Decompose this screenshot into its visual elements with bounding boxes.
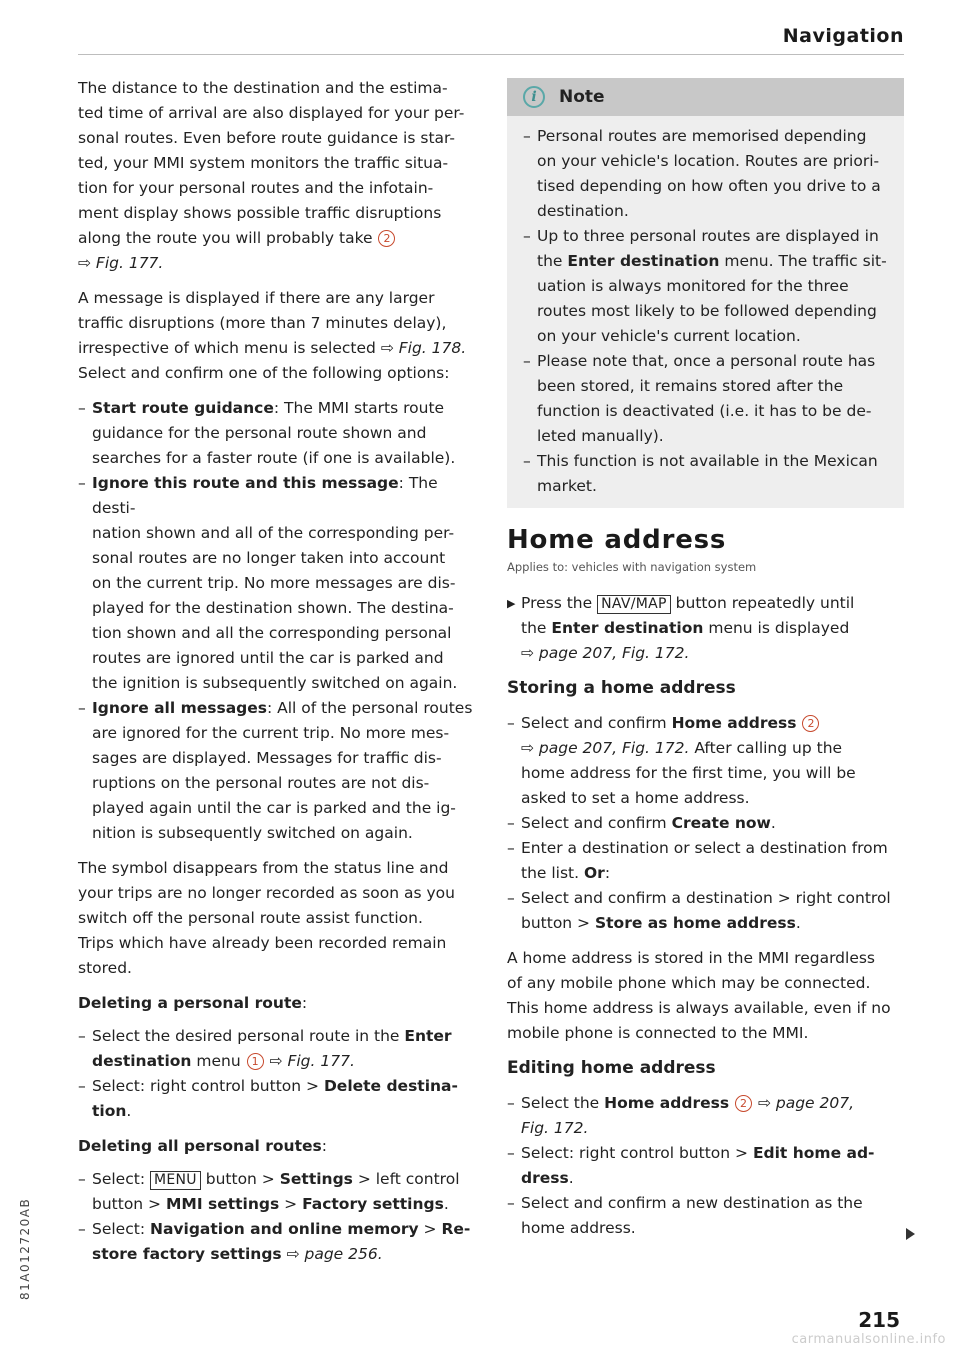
note-body <box>507 116 904 508</box>
list-item: – Select: MENU button > Settings > left control button > MMI settings > Factory settings. <box>78 1167 473 1217</box>
callout-number: 2 <box>735 1095 752 1112</box>
list-item: – Select the Home address 2 ⇨ page 207, Fig. 172. <box>507 1091 904 1141</box>
right-column <box>507 76 904 1251</box>
delete-all-steps <box>78 1167 473 1267</box>
storing-steps <box>507 711 904 936</box>
list-item: – This function is not available in the Mexican market. <box>523 449 888 499</box>
watermark: carmanualsonline.info <box>791 1332 946 1347</box>
list-item: – Select and confirm a destination > right control button > Store as home address. <box>507 886 904 936</box>
page-reference: ⇨ page 207, Fig. 172. <box>521 644 690 662</box>
list-item: – Ignore this route and this message: The desti- nation shown and all of the corresponding per- sonal routes are no longer taken into account on the current trip. No more messages are dis- played for the destination shown. The destina- tion shown and all the corresponding personal routes are ignored until the car is parked and the ignition is subsequently switched on again. <box>78 471 473 696</box>
list-item: – Personal routes are memorised depending on your vehicle's location. Routes are priori- tised depending on how often you drive to a destination. <box>523 124 888 224</box>
document-code: 81A012720AB <box>18 1197 32 1300</box>
paragraph-symbol: The symbol disappears from the status line and your trips are no longer recorded as soon as you switch off the personal route assist function. Trips which have already been recorded remain stored. <box>78 859 455 977</box>
header-rule <box>78 54 904 55</box>
subheading-delete-route: Deleting a personal route: <box>78 994 308 1012</box>
step-arrow-icon: ▶ <box>507 597 516 610</box>
options-list <box>78 396 473 846</box>
list-item: – Enter a destination or select a destination from the list. Or: <box>507 836 904 886</box>
list-item: – Start route guidance: The MMI starts route guidance for the personal route shown and searches for a faster route (if one is available). <box>78 396 473 471</box>
paragraph-traffic-monitoring: The distance to the destination and the estima- ted time of arrival are also displayed for your per- sonal routes. Even before route guidance is star- ted, your MMI system monitors the traffic situa- tion for your personal routes and the infotain- ment display shows possible traffic disruptions along the route you will probably take 2 ⇨ Fig. 177. <box>78 79 465 272</box>
subheading-delete-all: Deleting all personal routes: <box>78 1137 327 1155</box>
list-item: – Up to three personal routes are displayed in the Enter destination menu. The traffic sit- uation is always monitored for the three routes most likely to be followed depending on your vehicle's current location. <box>523 224 888 349</box>
list-item: – Select: right control button > Delete destina- tion. <box>78 1074 473 1124</box>
list-item: – Select: Navigation and online memory > Re- store factory settings ⇨ page 256. <box>78 1217 473 1267</box>
heading-home-address: Home address <box>507 525 727 555</box>
left-column <box>78 76 473 1277</box>
list-item: – Select and confirm Home address 2 ⇨ page 207, Fig. 172. After calling up the home address for the first time, you will be asked to set a home address. <box>507 711 904 811</box>
figure-reference: ⇨ Fig. 177. <box>264 1052 355 1070</box>
callout-number: 1 <box>247 1053 264 1070</box>
nav-map-key-label: NAV/MAP <box>597 595 671 614</box>
figure-reference: Fig. 172. <box>521 1119 589 1137</box>
page-reference: ⇨ page 256. <box>281 1245 383 1263</box>
paragraph-traffic-message: A message is displayed if there are any larger traffic disruptions (more than 7 minutes delay), irrespective of which menu is selected ⇨ Fig. 178. Select and confirm one of the following options: <box>78 289 467 382</box>
delete-route-steps <box>78 1024 473 1124</box>
page-reference: ⇨ page 207, Fig. 172. <box>521 739 690 757</box>
note-box <box>507 78 904 508</box>
note-header <box>507 78 904 116</box>
page-number: 215 <box>858 1308 900 1332</box>
figure-reference: ⇨ Fig. 178. <box>380 339 467 357</box>
paragraph-home-address: A home address is stored in the MMI regardless of any mobile phone which may be connected. This home address is always available, even if no mobile phone is connected to the MMI. <box>507 949 891 1042</box>
subheading-editing: Editing home address <box>507 1058 716 1078</box>
section-title: Navigation <box>782 25 904 47</box>
step-nav-map: ▶ Press the NAV/MAP button repeatedly until the Enter destination menu is displayed ⇨ page 207, Fig. 172. <box>507 591 904 666</box>
page-reference: ⇨ page 207, <box>757 1094 855 1112</box>
list-item: – Please note that, once a personal route has been stored, it remains stored after the function is deactivated (i.e. it has to be de- leted manually). <box>523 349 888 449</box>
list-item: – Ignore all messages: All of the personal routes are ignored for the current trip. No more mes- sages are displayed. Messages for traffic dis- ruptions on the personal routes are not dis- played again until the car is parked and the ig- nition is subsequently switched on again. <box>78 696 473 846</box>
continue-arrow-icon <box>906 1228 915 1240</box>
callout-number: 2 <box>802 715 819 732</box>
list-item: – Select the desired personal route in the Enter destination menu 1 ⇨ Fig. 177. <box>78 1024 473 1074</box>
editing-steps <box>507 1091 904 1241</box>
note-list <box>523 124 888 499</box>
info-icon: i <box>523 86 545 108</box>
figure-reference: ⇨ Fig. 177. <box>78 254 164 272</box>
menu-key-label: MENU <box>150 1171 201 1190</box>
note-title: Note <box>559 86 605 107</box>
callout-number: 2 <box>378 230 395 247</box>
list-item: – Select and confirm Create now. <box>507 811 904 836</box>
subheading-storing: Storing a home address <box>507 678 736 698</box>
applies-to-note: Applies to: vehicles with navigation system <box>507 560 757 574</box>
list-item: – Select: right control button > Edit home ad- dress. <box>507 1141 904 1191</box>
list-item: – Select and confirm a new destination as the home address. <box>507 1191 904 1241</box>
